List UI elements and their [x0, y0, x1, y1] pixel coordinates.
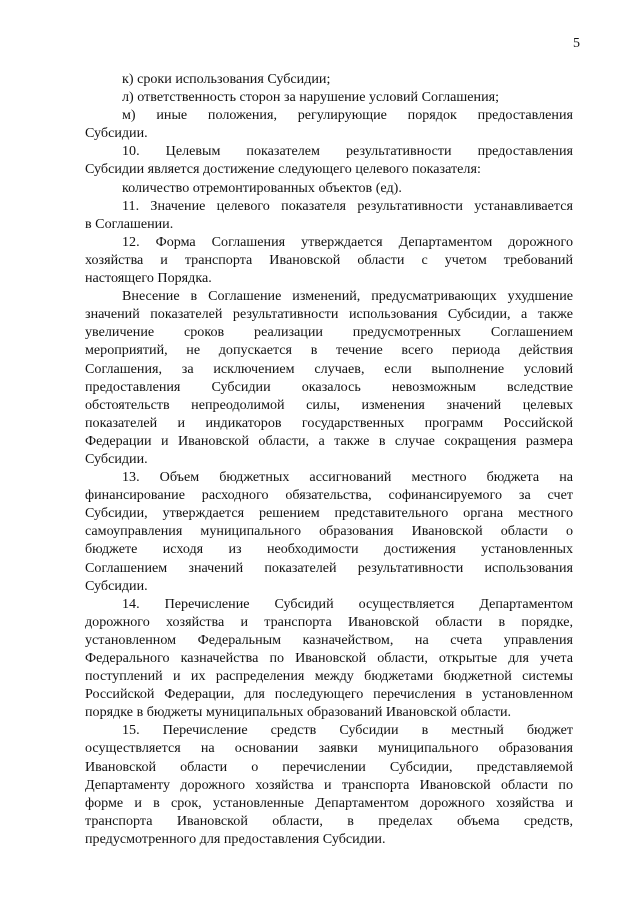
text-line: Субсидии. [85, 125, 148, 142]
text-line: поступлений и их распределения между бюджетами бюджетной системы [85, 668, 573, 685]
text-line: Федерального казначейства по Ивановской области, открытые для учета [85, 650, 573, 666]
text-line: Федерации и Ивановской области, а также в случае сокращения размера [85, 432, 573, 449]
text-line: количество отремонтированных объектов (ед). [122, 179, 402, 196]
text-line: мероприятий, не допускается в течение всего периода действия [85, 342, 573, 359]
text-line: установленном Федеральным казначейством, на счета управления [85, 631, 573, 648]
text-line: Внесение в Соглашение изменений, предусматривающих ухудшение [122, 288, 573, 305]
text-line: Соглашения, за исключением случаев, если выполнение условий [85, 360, 573, 377]
text-line: Ивановской области о перечислении Субсидии, представляемой [85, 758, 573, 775]
page-number: 5 [573, 36, 580, 51]
text-line: форме и в срок, установленные Департаментом дорожного хозяйства и [85, 794, 573, 811]
text-line: 10. Целевым показателем результативности предоставления [122, 143, 573, 160]
text-line: в Соглашении. [85, 215, 174, 232]
text-line: предоставления Субсидии оказалось невозможным вследствие [85, 378, 573, 395]
text-line: Российской Федерации, для последующего перечисления в установленном [85, 686, 573, 703]
text-line: настоящего Порядка. [85, 270, 212, 287]
text-line: бюджете исходя из необходимости достижения установленных [85, 541, 573, 558]
text-line: хозяйства и транспорта Ивановской области с учетом требований [85, 251, 573, 268]
text-line: к) сроки использования Субсидии; [122, 71, 331, 87]
text-line: обстоятельств непреодолимой силы, изменения значений целевых [85, 396, 573, 413]
text-line: 13. Объем бюджетных ассигнований местного бюджета на [122, 469, 573, 486]
text-line: м) иные положения, регулирующие порядок предоставления [122, 107, 573, 124]
text-line: порядке в бюджеты муниципальных образований Ивановской области. [85, 704, 512, 721]
text-line: самоуправления муниципального образования Ивановской области о [85, 523, 573, 540]
text-line: Субсидии. [85, 577, 148, 594]
text-line: 12. Форма Соглашения утверждается Департаментом дорожного [122, 233, 573, 250]
text-line: Субсидии, утверждается решением представительного органа местного [85, 505, 573, 522]
text-line: транспорта Ивановской области, в пределах объема средств, [85, 812, 573, 829]
text-line: финансирование расходного обязательства, софинансируемого за счет [85, 487, 573, 504]
text-line: Субсидии. [85, 450, 148, 467]
text-line: 11. Значение целевого показателя результативности устанавливается [122, 197, 573, 214]
text-line: Субсидии является достижение следующего целевого показателя: [85, 161, 481, 178]
text-line: Соглашением значений показателей результативности использования [85, 559, 573, 576]
text-line: осуществляется на основании заявки муниципального образования [85, 740, 573, 757]
text-line: 15. Перечисление средств Субсидии в местный бюджет [122, 722, 573, 739]
text-line: 14. Перечисление Субсидий осуществляется Департаментом [122, 595, 573, 612]
text-line: значений показателей результативности использования Субсидии, а также [85, 306, 573, 323]
document-body [85, 70, 573, 848]
text-line: показателей и индикаторов государственных программ Российской [85, 414, 573, 431]
text-line: увеличение сроков реализации предусмотренных Соглашением [85, 324, 573, 341]
text-line: предусмотренного для предоставления Субсидии. [85, 830, 386, 847]
text-line: Департаменту дорожного хозяйства и транспорта Ивановской области по [85, 776, 573, 793]
text-line: дорожного хозяйства и транспорта Ивановской области в порядке, [85, 613, 573, 630]
text-line: л) ответственность сторон за нарушение условий Соглашения; [122, 89, 500, 106]
